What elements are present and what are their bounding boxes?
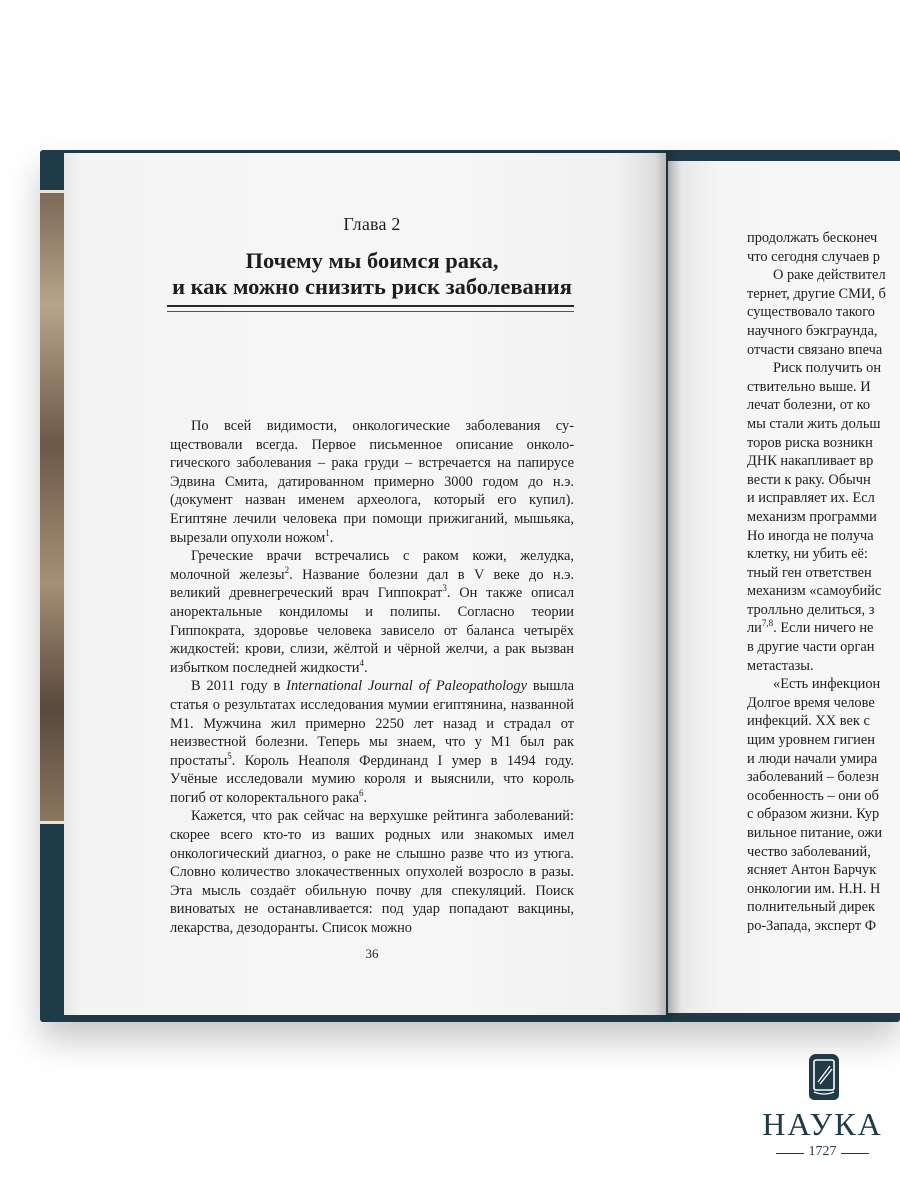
right-page-line: в другие части орган xyxy=(747,639,875,656)
right-page-line: отчасти связано впеча xyxy=(747,341,883,358)
right-page-line: заболеваний – болезн xyxy=(747,769,879,786)
chapter-title-line-1: Почему мы боимся рака, xyxy=(245,248,499,273)
right-page-line: ли$^{7,8}$. Если ничего не xyxy=(747,618,874,637)
footnote-ref: 7,8 xyxy=(761,618,774,629)
right-page-line: с образом жизни. Кур xyxy=(747,806,880,823)
right-page-line: ро-Запада, эксперт Ф xyxy=(747,917,877,934)
right-page-line: полнительный дирек xyxy=(747,899,875,916)
right-page-line: научного бэкграунда, xyxy=(747,322,878,339)
footnote-ref: 6 xyxy=(359,788,364,799)
right-page-line: мы стали жить дольш xyxy=(747,415,881,432)
title-rule-thin xyxy=(167,311,574,312)
right-page-line: тролльно делиться, з xyxy=(747,601,875,618)
right-page-line: Риск получить он xyxy=(773,360,882,377)
right-page-line: чество заболеваний, xyxy=(747,843,871,860)
paragraph-3: В 2011 году в International Journal of Paleopathology вышла статья о результатах исследования мумии египтянина, названной M1. Мужчина жил примерно 2250 лет назад и страдал от неизвестной болезни. Теперь мы знаем, что у M1 был рак простаты$^5$. Король Неаполя Фердинанд I умер в 1494 году. Учёные исследовали мумию короля и выяснили, что король погиб от колоректального рака$^6$. xyxy=(170,678,575,806)
right-page-line: вести к раку. Обычн xyxy=(747,471,871,488)
right-page-line: вильное питание, ожи xyxy=(747,825,883,841)
footnote-ref: 3 xyxy=(442,583,447,594)
paragraph-4: Кажется, что рак сейчас на верхушке рейтинга заболеваний: скорее всего кто-то из ваших родных или знакомых имел онкологический диагноз, о раке не слышно разве что из утюга. Словно количество злокачественных опухолей возросло в разы. Эта мысль создаёт обильную почву для спекуляций. Поиск виноватых не останавливается: под удар попадают вакцины, лекарства, дезодоранты. Список можно xyxy=(170,808,574,937)
chapter-title xyxy=(150,248,594,300)
right-page-line: механизм «самоубийс xyxy=(747,583,882,600)
right-page-line: онкологии им. Н.Н. Н xyxy=(747,880,881,897)
right-page-line: инфекций. XX век с xyxy=(747,713,870,730)
right-page-line: ствительно выше. И xyxy=(747,378,871,395)
cover-illustration-edge xyxy=(40,190,66,824)
right-page-text xyxy=(747,229,900,936)
right-page-line: и люди начали умира xyxy=(747,750,878,767)
right-page-line: тернет, другие СМИ, б xyxy=(747,285,886,302)
right-page-line: ДНК накапливает вр xyxy=(747,453,874,470)
right-page-line: метастазы. xyxy=(747,657,814,674)
logo-line-right xyxy=(841,1153,869,1154)
page-number: 36 xyxy=(365,946,379,961)
footnote-ref: 5 xyxy=(227,750,232,761)
right-page-line: особенность – они об xyxy=(747,787,879,804)
title-rule xyxy=(167,305,574,310)
publisher-logo xyxy=(760,1054,885,1164)
right-page-line: и исправляет их. Есл xyxy=(747,490,875,507)
right-page-line: ясняет Антон Барчук xyxy=(747,862,877,879)
right-page-line: Но иногда не получа xyxy=(747,527,874,544)
footnote-ref: 2 xyxy=(284,564,290,575)
right-page-line: «Есть инфекцион xyxy=(773,676,881,693)
footnote-ref: 4 xyxy=(359,657,364,668)
right-page-line: продолжать бесконеч xyxy=(747,230,878,246)
right-page-line: клетку, ни убить её: xyxy=(747,546,868,563)
chapter-title-line-2: и как можно снизить риск заболевания xyxy=(172,274,572,299)
book-emblem-icon xyxy=(809,1054,839,1100)
right-page-line: существовало такого xyxy=(747,304,875,321)
right-page-line: щим уровнем гигиен xyxy=(747,732,875,749)
right-page-line: торов риска возникн xyxy=(747,434,873,451)
right-page-line: тный ген ответствен xyxy=(747,564,872,581)
right-page-line: механизм программи xyxy=(747,508,877,525)
book-gutter-shadow xyxy=(655,150,681,1020)
left-page-body-text xyxy=(170,417,574,938)
right-page-line: что сегодня случаев р xyxy=(747,248,881,265)
right-page-line: лечат болезни, от ко xyxy=(747,397,871,414)
chapter-label: Глава 2 xyxy=(343,214,401,234)
paragraph-2: Греческие врачи встречались с раком кожи, желудка, молочной железы$^2$. Название болезни дал в V веке до н.э. великий древнегреческий врач Гиппократ$^3$. Он также описал аноректальные кондиломы и полипы. Согласно теории Гиппократа, здоровье человека зависело от баланса четырёх жидкостей: крови, слизи, жёлтой и чёрной желчи, а рак вызван избытком последней жидкости$^4$. xyxy=(170,548,575,676)
right-page-line: Долгое время челове xyxy=(747,694,875,711)
journal-title: International Journal of Paleopathology xyxy=(286,678,527,695)
right-page-line: О раке действител xyxy=(773,267,886,284)
paragraph-1: По всей видимости, онкологические заболевания существовали всегда. Первое письменное описание онкологического заболевания – рака груди – встречается на папирусе Эдвина Смита, датированном примерно 3000 годом до н.э. (документ назван именем археолога, который его купил). Египтяне лечили человека при помощи прижиганий, мышьяка, вырезали опухоли ножом$^1$. xyxy=(170,418,574,546)
publisher-year: 1727 xyxy=(808,1144,837,1159)
publisher-name: НАУКА xyxy=(762,1106,883,1142)
footnote-ref: 1 xyxy=(325,527,330,538)
